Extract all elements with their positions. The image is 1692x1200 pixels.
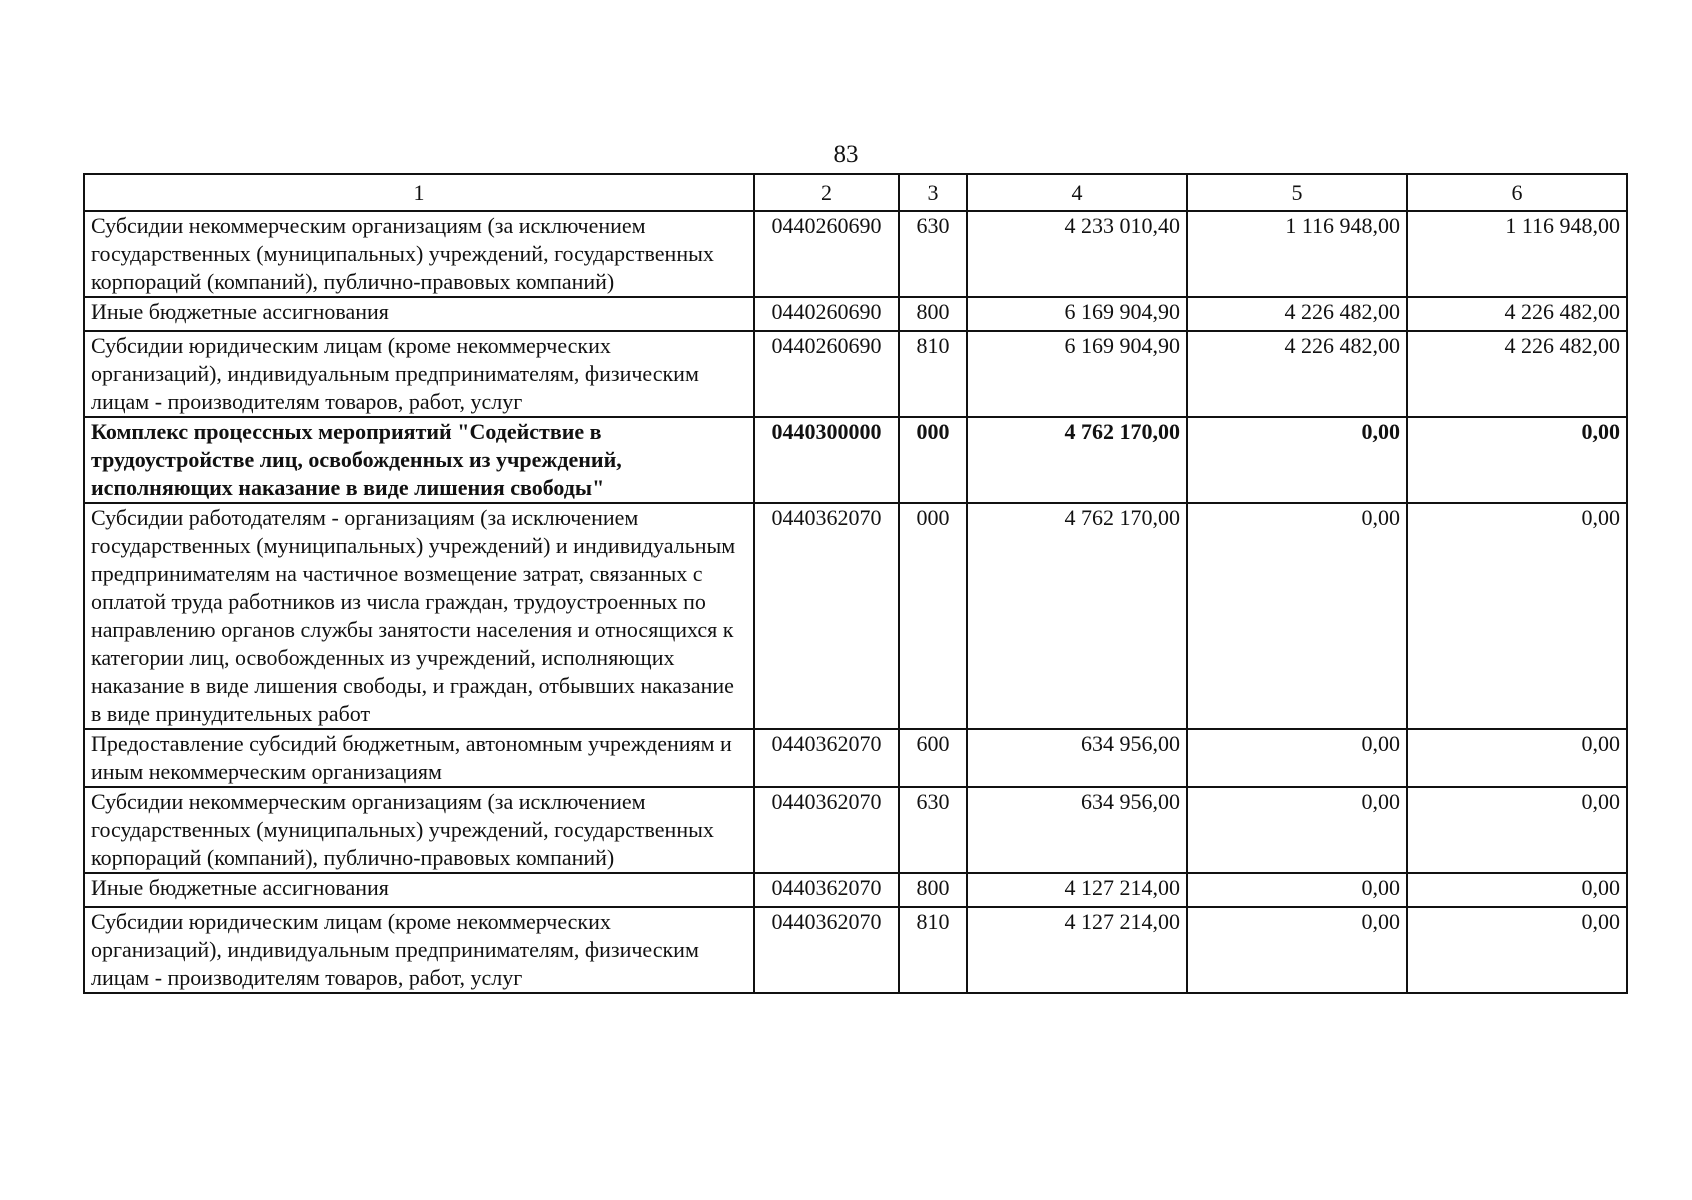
row-value-4: 6 169 904,90 <box>967 331 1187 417</box>
table-row <box>84 297 1627 331</box>
row-name: Субсидии юридическим лицам (кроме некоммерческих организаций), индивидуальным предпринимателям, физическим лицам - производителям товаров, работ, услуг <box>84 331 754 417</box>
row-value-5: 4 226 482,00 <box>1187 297 1407 331</box>
table-row <box>84 787 1627 873</box>
table-row <box>84 331 1627 417</box>
table-row <box>84 873 1627 907</box>
row-name: Субсидии юридическим лицам (кроме некоммерческих организаций), индивидуальным предпринимателям, физическим лицам - производителям товаров, работ, услуг <box>84 907 754 993</box>
row-value-4: 4 762 170,00 <box>967 417 1187 503</box>
column-header-1: 1 <box>84 174 754 211</box>
row-value-4: 4 127 214,00 <box>967 873 1187 907</box>
row-code: 0440362070 <box>754 787 899 873</box>
row-value-6: 4 226 482,00 <box>1407 297 1627 331</box>
row-value-4: 634 956,00 <box>967 787 1187 873</box>
row-value-4: 6 169 904,90 <box>967 297 1187 331</box>
row-type: 630 <box>899 211 967 297</box>
row-value-5: 1 116 948,00 <box>1187 211 1407 297</box>
table-row <box>84 729 1627 787</box>
row-type: 800 <box>899 297 967 331</box>
row-name: Субсидии некоммерческим организациям (за исключением государственных (муниципальных) учреждений, государственных корпораций (компаний), публично-правовых компаний) <box>84 211 754 297</box>
table-row <box>84 907 1627 993</box>
row-value-6: 1 116 948,00 <box>1407 211 1627 297</box>
row-code: 0440260690 <box>754 297 899 331</box>
column-header-3: 3 <box>899 174 967 211</box>
table-row <box>84 503 1627 729</box>
row-value-4: 4 233 010,40 <box>967 211 1187 297</box>
row-name: Иные бюджетные ассигнования <box>84 873 754 907</box>
row-value-6: 0,00 <box>1407 729 1627 787</box>
row-name: Субсидии некоммерческим организациям (за исключением государственных (муниципальных) учреждений, государственных корпораций (компаний), публично-правовых компаний) <box>84 787 754 873</box>
row-code: 0440362070 <box>754 873 899 907</box>
header-row <box>84 174 1627 211</box>
row-type: 810 <box>899 331 967 417</box>
row-value-5: 0,00 <box>1187 907 1407 993</box>
row-value-5: 0,00 <box>1187 503 1407 729</box>
row-name: Предоставление субсидий бюджетным, автономным учреждениям и иным некоммерческим организациям <box>84 729 754 787</box>
row-value-6: 0,00 <box>1407 873 1627 907</box>
row-name: Субсидии работодателям - организациям (за исключением государственных (муниципальных) учреждений) и индивидуальным предпринимателям на частичное возмещение затрат, связанных с оплатой труда работников из числа граждан, трудоустроенных по направлению органов службы занятости населения и относящихся к категории лиц, освобожденных из учреждений, исполняющих наказание в виде лишения свободы, и граждан, отбывших наказание в виде принудительных работ <box>84 503 754 729</box>
row-code: 0440362070 <box>754 907 899 993</box>
row-name: Иные бюджетные ассигнования <box>84 297 754 331</box>
row-value-4: 4 762 170,00 <box>967 503 1187 729</box>
column-header-6: 6 <box>1407 174 1627 211</box>
row-type: 810 <box>899 907 967 993</box>
row-value-6: 4 226 482,00 <box>1407 331 1627 417</box>
table-row-section <box>84 417 1627 503</box>
row-type: 630 <box>899 787 967 873</box>
row-value-5: 0,00 <box>1187 873 1407 907</box>
column-header-4: 4 <box>967 174 1187 211</box>
row-type: 000 <box>899 503 967 729</box>
page-number: 83 <box>833 141 859 168</box>
budget-table <box>83 173 1628 994</box>
row-type: 600 <box>899 729 967 787</box>
row-value-5: 0,00 <box>1187 729 1407 787</box>
column-header-5: 5 <box>1187 174 1407 211</box>
row-value-5: 0,00 <box>1187 787 1407 873</box>
row-code: 0440362070 <box>754 729 899 787</box>
row-code: 0440260690 <box>754 331 899 417</box>
row-code: 0440300000 <box>754 417 899 503</box>
row-type: 800 <box>899 873 967 907</box>
row-value-6: 0,00 <box>1407 907 1627 993</box>
row-value-6: 0,00 <box>1407 787 1627 873</box>
column-header-2: 2 <box>754 174 899 211</box>
row-value-6: 0,00 <box>1407 503 1627 729</box>
row-value-5: 4 226 482,00 <box>1187 331 1407 417</box>
row-value-4: 4 127 214,00 <box>967 907 1187 993</box>
row-type: 000 <box>899 417 967 503</box>
row-code: 0440362070 <box>754 503 899 729</box>
table-row <box>84 211 1627 297</box>
row-name: Комплекс процессных мероприятий "Содействие в трудоустройстве лиц, освобожденных из учреждений, исполняющих наказание в виде лишения свободы" <box>84 417 754 503</box>
row-value-5: 0,00 <box>1187 417 1407 503</box>
row-value-4: 634 956,00 <box>967 729 1187 787</box>
row-code: 0440260690 <box>754 211 899 297</box>
row-value-6: 0,00 <box>1407 417 1627 503</box>
